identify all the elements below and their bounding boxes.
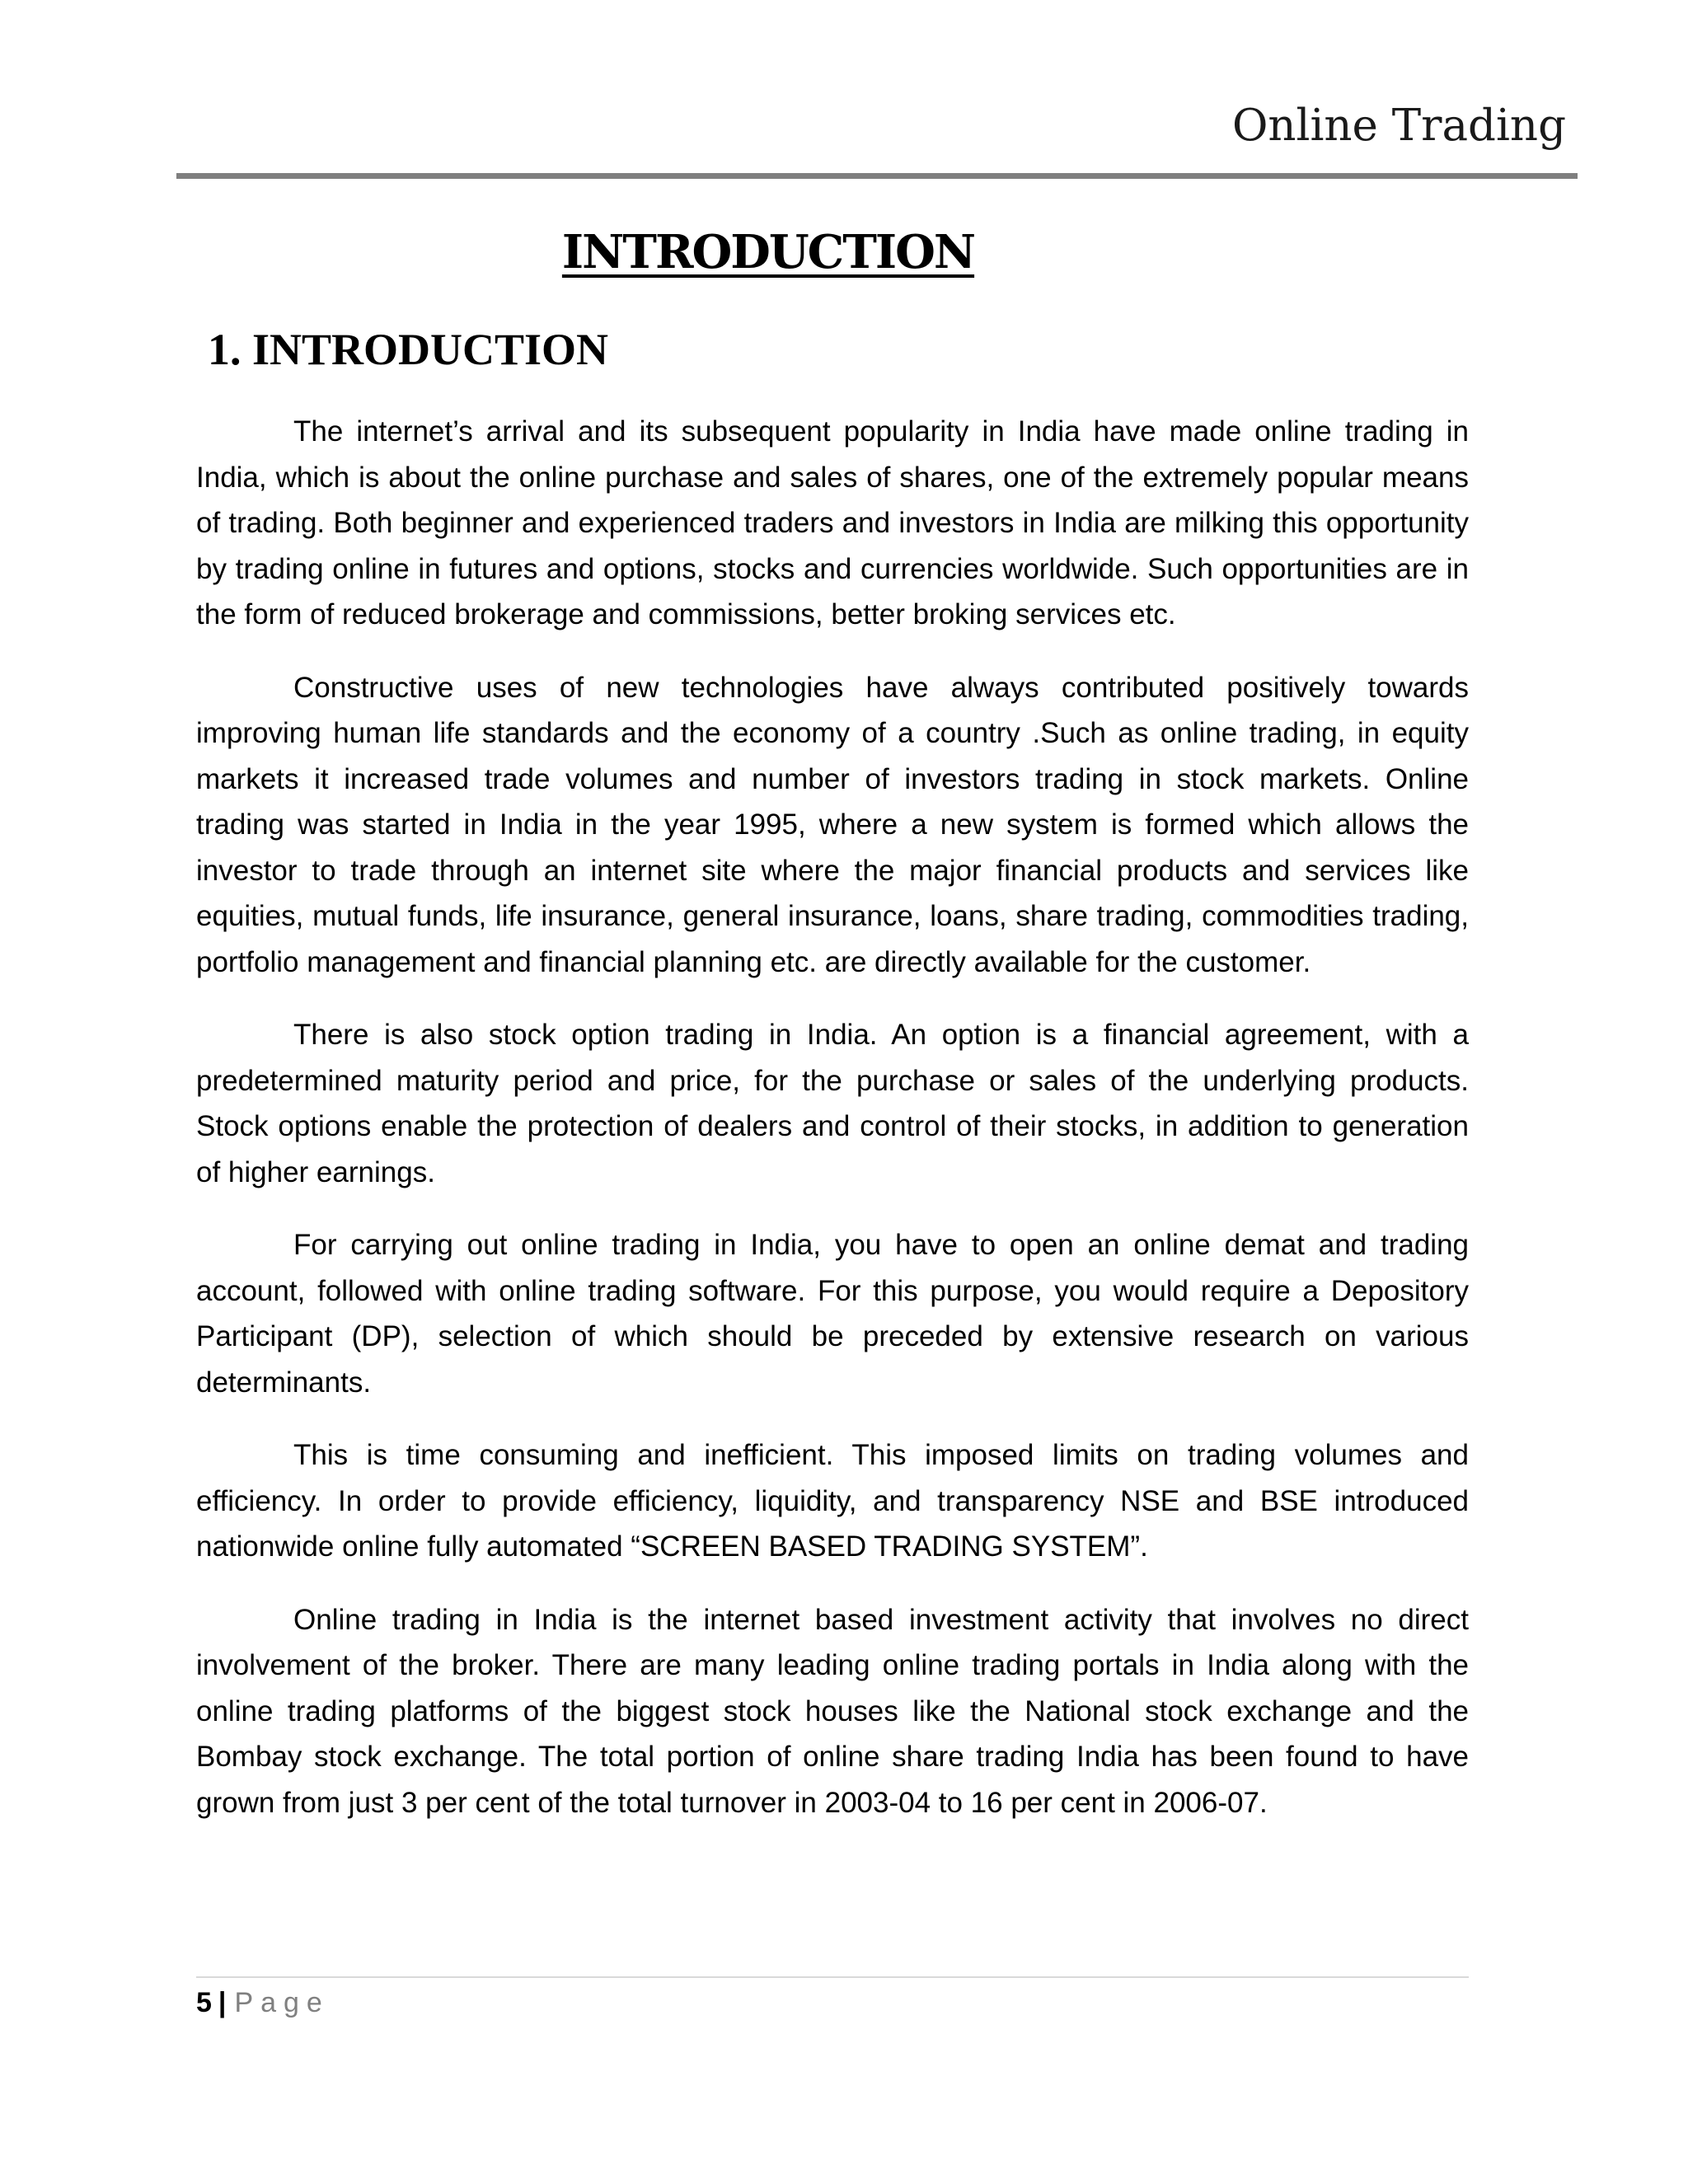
page-footer bbox=[196, 1985, 330, 2021]
body-text bbox=[196, 409, 1469, 1853]
banner-title: INTRODUCTION bbox=[561, 225, 975, 279]
paragraph-5: This is time consuming and inefficient. This imposed limits on trading volumes and efficiency. In order to provide efficiency, liquidity, and transparency NSE and BSE introduced nationwide online fully automated “SCREEN BASED TRADING SYSTEM”. bbox=[196, 1439, 1469, 1563]
paragraph-2: Constructive uses of new technologies have always contributed positively towards improving human life standards and the economy of a country .Such as online trading, in equity markets it increased trade volumes and number of investors trading in stock markets. Online trading was started in India in the year 1995, where a new system is formed which allows the investor to trade through an internet site where the major financial products and services like equities, mutual funds, life insurance, general insurance, loans, share trading, commodities trading, portfolio management and financial planning etc. are directly available for the customer. bbox=[196, 671, 1469, 978]
paragraph-6: Online trading in India is the internet based investment activity that involves no direct involvement of the broker. There are many leading online trading portals in India along with the online trading platforms of the biggest stock houses like the National stock exchange and the Bombay stock exchange. The total portion of online share trading India has been found to have grown from just 3 per cent of the total turnover in 2003-04 to 16 per cent in 2006-07. bbox=[196, 1603, 1469, 1819]
paragraph-1: The internet’s arrival and its subsequent popularity in India have made online trading in India, which is about the online purchase and sales of shares, one of the extremely popular means of trading. Both beginner and experienced traders and investors in India are milking this opportunity by trading online in futures and options, stocks and currencies worldwide. Such opportunities are in the form of reduced brokerage and commissions, better broking services etc. bbox=[196, 415, 1469, 630]
page-separator: | bbox=[218, 1987, 227, 2018]
header-rule bbox=[176, 173, 1578, 179]
section-heading: 1. INTRODUCTION bbox=[208, 325, 609, 374]
page-label: Page bbox=[234, 1987, 330, 2018]
paragraph-4: For carrying out online trading in India, you have to open an online demat and trading account, followed with online trading software. For this purpose, you would require a Depository Participant (DP), selection of which should be preceded by extensive research on various determinants. bbox=[196, 1229, 1469, 1399]
running-header: Online Trading bbox=[1231, 101, 1566, 151]
page-number: 5 bbox=[196, 1987, 212, 2018]
paragraph-3: There is also stock option trading in India. An option is a financial agreement, with a predetermined maturity period and price, for the purchase or sales of the underlying products. Stock options enable the protection of dealers and control of their stocks, in addition to generation of higher earnings. bbox=[196, 1019, 1469, 1188]
footer-rule bbox=[196, 1976, 1469, 1978]
